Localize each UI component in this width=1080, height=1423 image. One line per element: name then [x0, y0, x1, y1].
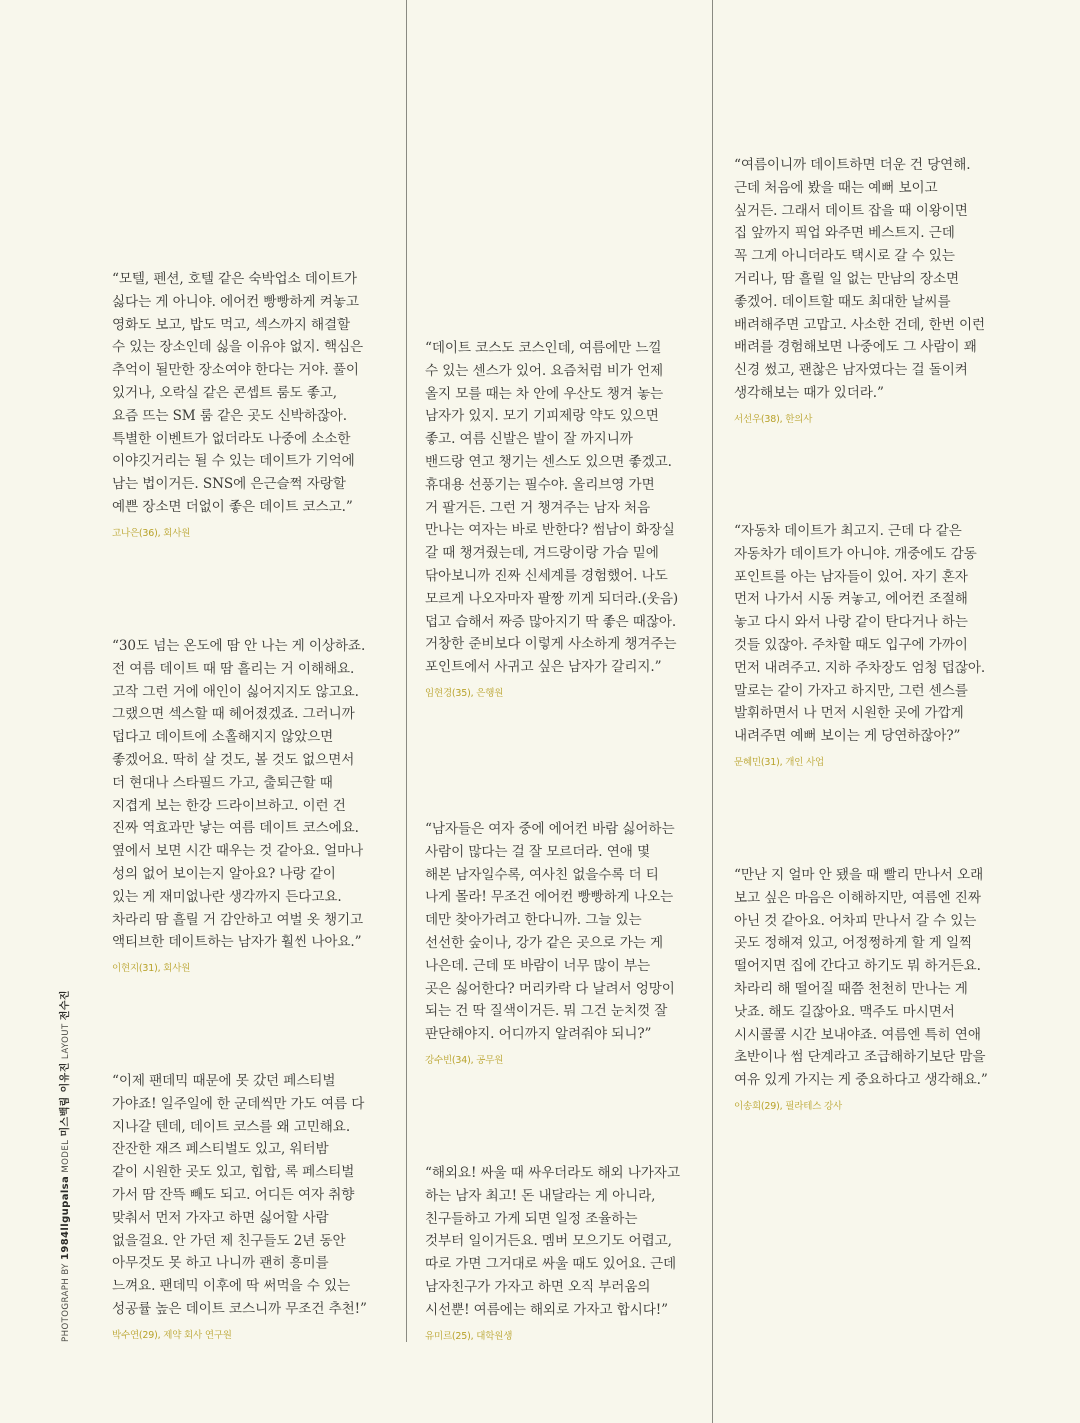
- photo-credit-label: PHOTOGRAPH BY: [61, 1263, 71, 1342]
- quote-block: [425, 818, 700, 1066]
- quote-block: [112, 1070, 392, 1341]
- quote-text: “이제 팬데믹 때문에 못 갔던 페스티벌 가야죠! 일주일에 한 군데씩만 가도 여름 다 지나갈 텐데, 데이트 코스를 왜 고민해요. 잔잔한 재즈 페스티벌도 있고, 워터밤 같이 시원한 곳도 있고, 힙합, 록 페스티벌 가서 땀 잔뜩 빼도 되고. 어디든 여자 취향 맞춰서 먼저 가자고 하면 싫어할 사람 없을걸요. 안 가던 제 친구들도 2년 동안 아무것도 못 하고 나니까 괜히 흥미를 느껴요. 팬데믹 이후에 딱 써먹을 수 있는 성공률 높은 데이트 코스니까 무조건 추천!”: [112, 1073, 367, 1317]
- layout-name: 전수진: [60, 990, 71, 1021]
- quote-block: [425, 337, 700, 699]
- quote-block: [734, 520, 1009, 768]
- model-credit-label: MODEL: [61, 1139, 71, 1173]
- quote-attribution: 유미르(25), 대학원생: [425, 1330, 513, 1342]
- quote-block: [734, 864, 1009, 1112]
- quote-attribution: 강수빈(34), 공무원: [425, 1054, 504, 1066]
- quote-attribution: 임현경(35), 은행원: [425, 687, 504, 699]
- photo-credit: [56, 952, 71, 1342]
- quote-attribution: 고나은(36), 회사원: [112, 527, 191, 539]
- quote-text: “남자들은 여자 중에 에어컨 바람 싫어하는 사람이 많다는 걸 잘 모르더라. 연애 몇 해본 남자일수록, 여사친 없을수록 더 티 나게 몰라! 무조건 에어컨 빵빵하게 나오는 데만 찾아가려고 한다니까. 그늘 있는 선선한 숲이나, 강가 같은 곳으로 가는 게 나은데. 근데 또 바람이 너무 많이 부는 곳은 싫어한다? 머리카락 다 날려서 엉망이 되는 건 딱 질색이거든. 뭐 그건 눈치껏 잘 판단해야지. 어디까지 알려줘야 되니?”: [425, 821, 675, 1043]
- quote-text: “만난 지 얼마 안 됐을 때 빨리 만나서 오래 보고 싶은 마음은 이해하지만, 여름엔 진짜 아닌 것 같아요. 어차피 만나서 갈 수 있는 곳도 정해져 있고, 어정쩡하게 할 게 일찍 떨어지면 집에 간다고 하기도 뭐 하거든요. 차라리 해 떨어질 때쯤 천천히 만나는 게 낫죠. 해도 길잖아요. 맥주도 마시면서 시시콜콜 시간 보내야죠. 여름엔 특히 연애 초반이나 썸 단계라고 조급해하기보단 맘을 여유 있게 가지는 게 중요하다고 생각해요.”: [734, 867, 988, 1089]
- quote-text: “여름이니까 데이트하면 더운 건 당연해. 근데 처음에 봤을 때는 예뻐 보이고 싶거든. 그래서 데이트 잡을 때 이왕이면 집 앞까지 픽업 와주면 베스트지. 근데 꼭 그게 아니더라도 택시로 갈 수 있는 거리나, 땀 흘릴 일 없는 만남의 장소면 좋겠어. 데이트할 때도 최대한 날씨를 배려해주면 고맙고. 사소한 건데, 한번 이런 배려를 경험해보면 나중에도 그 사람이 꽤 신경 썼고, 괜찮은 남자였다는 걸 돌이켜 생각해보는 때가 있더라.”: [734, 157, 986, 401]
- quote-attribution: 이송희(29), 필라테스 강사: [734, 1100, 842, 1112]
- quote-text: “30도 넘는 온도에 땀 안 나는 게 이상하죠. 전 여름 데이트 때 땀 흘리는 거 이해해요. 고작 그런 거에 애인이 싫어지지도 않고요. 그랬으면 섹스할 때 헤어졌겠죠. 그러니까 덥다고 데이트에 소홀해지지 않았으면 좋겠어요. 딱히 살 것도, 볼 것도 없으면서 더 현대나 스타필드 가고, 출퇴근할 때 지겹게 보는 한강 드라이브하고. 이런 건 진짜 역효과만 낳는 여름 데이트 코스에요. 옆에서 보면 시간 때우는 것 같아요. 얼마나 성의 없어 보이는지 알아요? 나랑 같이 있는 게 재미없나란 생각까지 든다고요. 차라리 땀 흘릴 거 감안하고 여벌 옷 챙기고 액티브한 데이트하는 남자가 훨씬 나아요.”: [112, 638, 366, 951]
- quote-text: “자동차 데이트가 최고지. 근데 다 같은 자동차가 데이트가 아니야. 개중에도 감동 포인트를 아는 남자들이 있어. 자기 혼자 먼저 나가서 시동 켜놓고, 에어컨 조절해 놓고 다시 와서 나랑 같이 탄다거나 하는 것들 있잖아. 주차할 때도 입구에 가까이 먼저 내려주고. 지하 주차장도 엄청 덥잖아. 말로는 같이 가자고 하지만, 그런 센스를 발휘하면서 나 먼저 시원한 곳에 가깝게 내려주면 예뻐 보이는 게 당연하잖아?”: [734, 523, 986, 745]
- photographer-name: 1984llgupalsa: [60, 1175, 71, 1261]
- quote-block: [425, 1162, 700, 1342]
- column-divider-left: [406, 0, 407, 1342]
- quote-text: “데이트 코스도 코스인데, 여름에만 느낄 수 있는 센스가 있어. 요즘처럼 비가 언제 올지 모를 때는 차 안에 우산도 챙겨 놓는 남자가 있지. 모기 기피제랑 약도 있으면 좋고. 여름 신발은 발이 잘 까지니까 밴드랑 연고 챙기는 센스도 있으면 좋겠고. 휴대용 선풍기는 필수야. 올리브영 가면 거 팔거든. 그런 거 챙겨주는 남자 처음 만나는 여자는 바로 반한다? 썸남이 화장실 갈 때 챙겨줬는데, 겨드랑이랑 가슴 밑에 닦아보니까 진짜 신세계를 경험했어. 나도 모르게 나오자마자 팔짱 끼게 되더라.(웃음) 덥고 습해서 짜증 많아지기 딱 좋은 때잖아. 거창한 준비보다 이렇게 사소하게 챙겨주는 포인트에서 사귀고 싶은 남자가 갈리지.”: [425, 340, 679, 676]
- quote-attribution: 문혜민(31), 개인 사업: [734, 756, 824, 768]
- quote-block: [112, 635, 392, 974]
- quote-attribution: 서선우(38), 한의사: [734, 413, 813, 425]
- quote-block: [112, 268, 392, 539]
- quote-attribution: 박수연(29), 제약 회사 연구원: [112, 1329, 232, 1341]
- quote-block: [734, 154, 1009, 425]
- quote-attribution: 이현지(31), 회사원: [112, 963, 191, 975]
- model-name: 미스백림 이유진: [60, 1062, 71, 1137]
- column-divider-right: [712, 0, 713, 1423]
- quote-text: “해외요! 싸울 때 싸우더라도 해외 나가자고 하는 남자 최고! 돈 내달라는 게 아니라, 친구들하고 가게 되면 일정 조율하는 것부터 일이거든요. 멤버 모으기도 어렵고, 따로 가면 그거대로 싸울 때도 있어요. 근데 남자친구가 가자고 하면 오직 부러움의 시선뿐! 여름에는 해외로 가자고 합시다!”: [425, 1165, 680, 1318]
- quote-text: “모텔, 펜션, 호텔 같은 숙박업소 데이트가 싫다는 게 아니야. 에어컨 빵빵하게 켜놓고 영화도 보고, 밥도 먹고, 섹스까지 해결할 수 있는 장소인데 싫을 이유야 없지. 핵심은 추억이 될만한 장소여야 한다는 거야. 풀이 있거나, 오락실 같은 콘셉트 룸도 좋고, 요즘 뜨는 SM 룸 같은 곳도 신박하잖아. 특별한 이벤트가 없더라도 나중에 소소한 이야깃거리는 될 수 있는 데이트가 기억에 남는 법이거든. SNS에 은근슬쩍 자랑할 예쁜 장소면 더없이 좋은 데이트 코스고.”: [112, 271, 364, 515]
- layout-credit-label: LAYOUT: [61, 1023, 71, 1060]
